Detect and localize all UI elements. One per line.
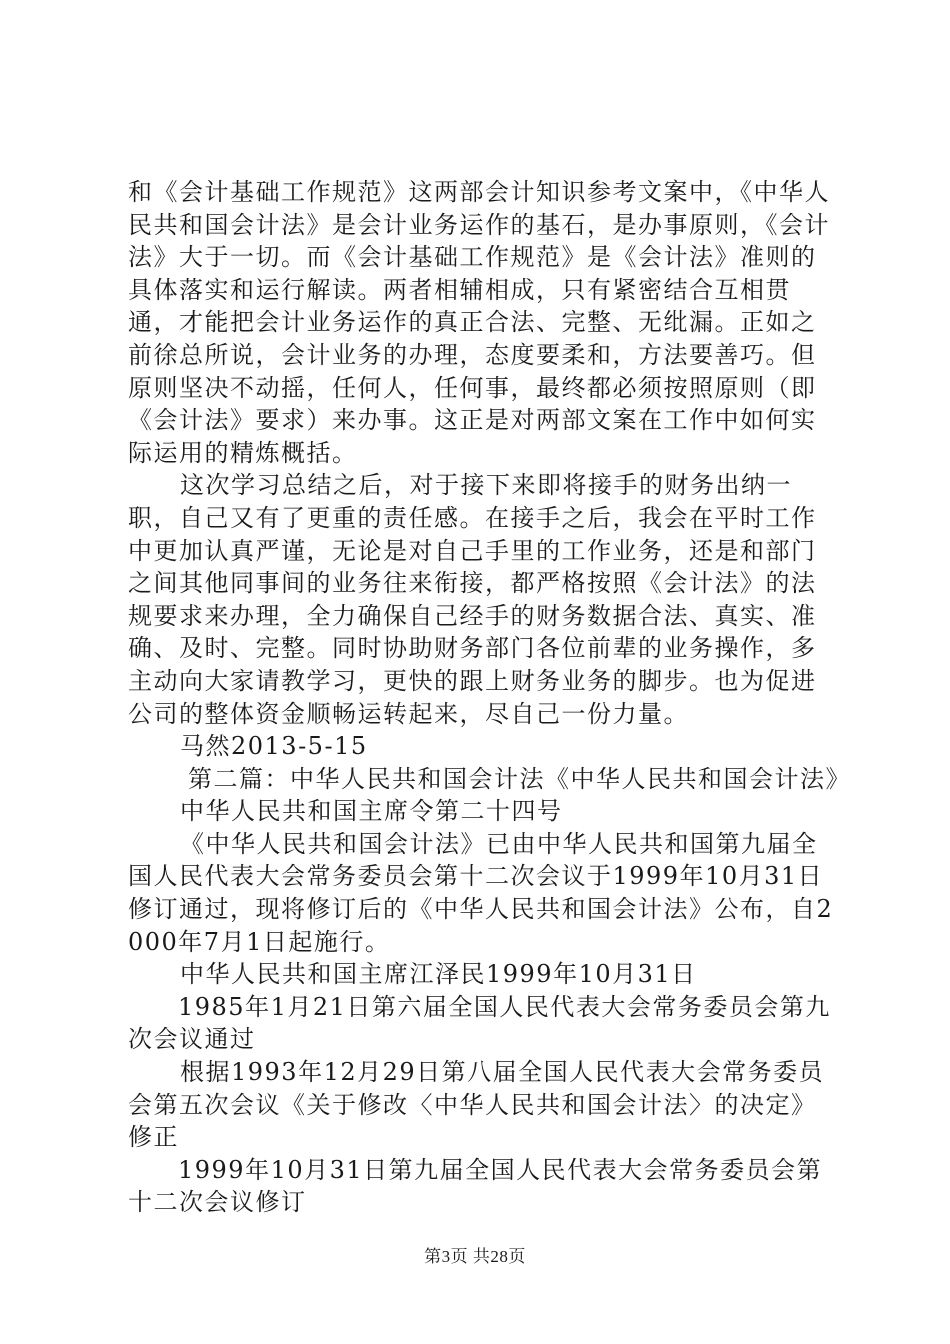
presidential-order-title: 中华人民共和国主席令第二十四号 <box>180 797 563 826</box>
history-amended: 根据1993年12月29日第八届全国人民代表大会常务委员会第五次会议《关于修改〈中华人民共和国会计法〉的决定》修正 <box>128 1058 825 1152</box>
history-revised: 1999年10月31日第九届全国人民代表大会常务委员会第十二次会议修订 <box>128 1155 823 1217</box>
order-text: 《中华人民共和国会计法》已由中华人民共和国第九届全国人民代表大会常务委员会第十二次会议于1999年10月31日修订通过，现将修订后的《中华人民共和国会计法》公布，自2000年7月1日起施行。 <box>128 829 834 956</box>
paragraph-study-summary: 这次学习总结之后，对于接下来即将接手的财务出纳一职，自己又有了更重的责任感。在接手之后，我会在平时工作中更加认真严谨，无论是对自己手里的工作业务，还是和部门之间其他同事间的业务往来衔接，都严格按照《会计法》的法规要求来办理，全力确保自己经手的财务数据合法、真实、准确、及时、完整。同时协助财务部门各位前辈的业务操作，多主动向大家请教学习，更快的跟上财务业务的脚步。也为促进公司的整体资金顺畅运转起来，尽自己一份力量。 <box>128 471 817 728</box>
section-heading: 第二篇：中华人民共和国会计法《中华人民共和国会计法》 <box>188 764 851 793</box>
document-body <box>128 176 851 1219</box>
history-adopted: 1985年1月21日第六届全国人民代表大会常务委员会第九次会议通过 <box>128 992 831 1054</box>
paragraph-continuation: 和《会计基础工作规范》这两部会计知识参考文案中，《中华人民共和国会计法》是会计业务运作的基石，是办事原则，《会计法》大于一切。而《会计基础工作规范》是《会计法》准则的具体落实和运行解读。两者相辅相成，只有紧密结合互相贯通，才能把会计业务运作的真正合法、完整、无纰漏。正如之前徐总所说，会计业务的办理，态度要柔和，方法要善巧。但原则坚决不动摇，任何人，任何事，最终都必须按照原则（即《会计法》要求）来办事。这正是对两部文案在工作中如何实际运用的精炼概括。 <box>128 178 830 467</box>
page-number-footer: 第3页 共28页 <box>424 1247 526 1266</box>
signature-date: 马然2013-5-15 <box>180 732 368 761</box>
order-signatory: 中华人民共和国主席江泽民1999年10月31日 <box>180 960 697 989</box>
